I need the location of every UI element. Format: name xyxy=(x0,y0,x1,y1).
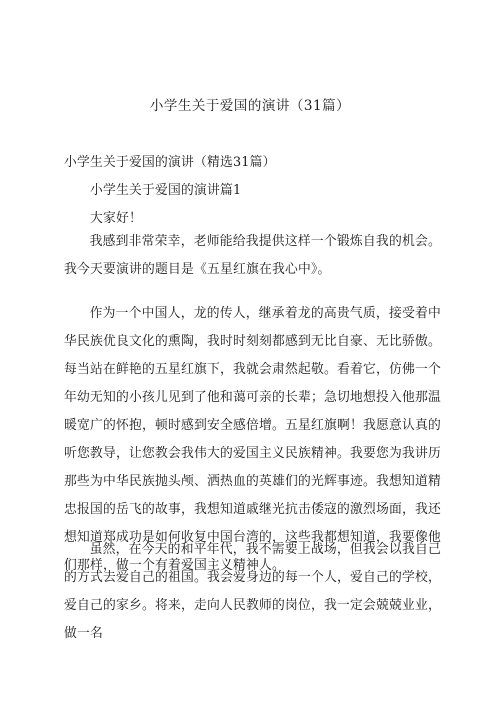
document-subtitle: 小学生关于爱国的演讲（精选31篇） xyxy=(64,155,276,170)
document-title: 小学生关于爱国的演讲（31篇） xyxy=(149,98,351,114)
greeting: 大家好！ xyxy=(90,211,142,226)
paragraph: 我感到非常荣幸，老师能给我提供这样一个锻炼自我的机会。我今天要演讲的题目是《五星红旗在我心中》。 xyxy=(64,234,441,277)
paragraph: 虽然，在今天的和平年代，我不需要上战场，但我会以我自己的方式去爱自己的祖国。我会爱身边的每一个人，爱自己的学校，爱自己的家乡。将来，走向人民教师的岗位，我一定会兢兢业业，做一名 xyxy=(64,542,441,641)
paragraph: 作为一个中国人，龙的传人，继承着龙的高贵气质，接受着中华民族优良文化的熏陶，我时时刻刻都感到无比自豪、无比骄傲。每当站在鲜艳的五星红旗下，我就会肃然起敬。看着它，仿佛一个年幼无知的小孩儿见到了他和蔼可亲的长辈；急切地想投入他那温暖宽广的怀抱，顿时感到安全感倍增。五星红旗啊！我愿意认真的听您教导，让您教会我伟大的爱国主义民族精神。我要您为我讲历那些为中华民族抛头颅、洒热血的英雄们的光辉事迹。我想知道精忠报国的岳飞的故事，我想知道戚继光抗击倭寇的激烈场面，我还想知道郑成功是如何收复中国台湾的，这些我都想知道，我要像他们那样，做一个有着爱国主义精神人。 xyxy=(64,306,441,573)
section-heading: 小学生关于爱国的演讲篇1 xyxy=(90,183,242,198)
